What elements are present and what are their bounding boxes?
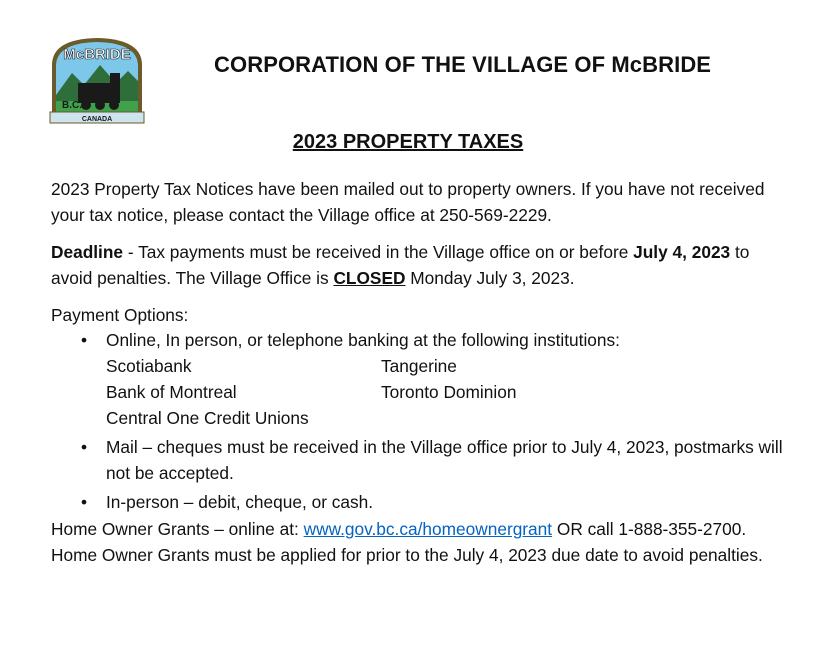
bullet-icon: • — [81, 330, 88, 350]
institution-bank-of-montreal: Bank of Montreal — [106, 382, 237, 402]
institution-scotiabank: Scotiabank — [106, 356, 192, 376]
village-logo — [48, 35, 146, 125]
institution-toronto-dominion: Toronto Dominion — [381, 382, 517, 402]
bullet-icon: • — [81, 492, 88, 512]
institution-central-one: Central One Credit Unions — [106, 408, 309, 428]
payment-options-heading: Payment Options: — [51, 305, 189, 325]
home-owner-grant-link[interactable]: www.gov.bc.ca/homeownergrant — [303, 519, 553, 539]
bullet-icon: • — [81, 437, 88, 457]
banking-option: Online, In person, or telephone banking at the following institutions: — [106, 330, 620, 350]
document-title: 2023 PROPERTY TAXES — [292, 131, 524, 153]
organization-title: CORPORATION OF THE VILLAGE OF McBRIDE — [214, 52, 712, 77]
payment-options-list — [51, 327, 791, 518]
list-item — [51, 434, 791, 486]
village-crest-icon — [48, 35, 146, 125]
deadline-text-1: - Tax payments must be received in the Village office on or before — [123, 242, 634, 262]
logo-country: CANADA — [81, 116, 113, 123]
deadline-label: Deadline — [51, 242, 124, 262]
in-person-option: In-person – debit, cheque, or cash. — [106, 492, 374, 512]
deadline-date: July 4, 2023 — [633, 242, 731, 262]
mail-option: Mail – cheques must be received in the Village office prior to July 4, 2023, postmarks will not be accepted. — [106, 437, 783, 483]
tax-notice-paragraph: 2023 Property Tax Notices have been mailed out to property owners. If you have not received your tax notice, please contact the Village office at 250-569-2229. — [51, 179, 765, 225]
deadline-text-3: Monday July 3, 2023. — [405, 268, 575, 288]
home-owner-grants-paragraph — [51, 516, 791, 568]
grants-text-2: OR call 1-888-355-2700. Home Owner Grants must be applied for prior to the July 4, 2023 due date to avoid penalties. — [51, 519, 763, 565]
institution-tangerine: Tangerine — [381, 356, 457, 376]
deadline-paragraph — [51, 239, 791, 291]
list-item — [51, 327, 791, 431]
grants-text-1: Home Owner Grants – online at: — [51, 519, 304, 539]
institution-list — [106, 353, 791, 431]
list-item — [51, 489, 791, 515]
closed-label: CLOSED — [333, 268, 406, 288]
logo-province: B.C. — [62, 100, 82, 111]
logo-name: McBRIDE — [63, 46, 131, 63]
deadline-text-2: to avoid penalties. The Village Office is — [51, 242, 750, 288]
